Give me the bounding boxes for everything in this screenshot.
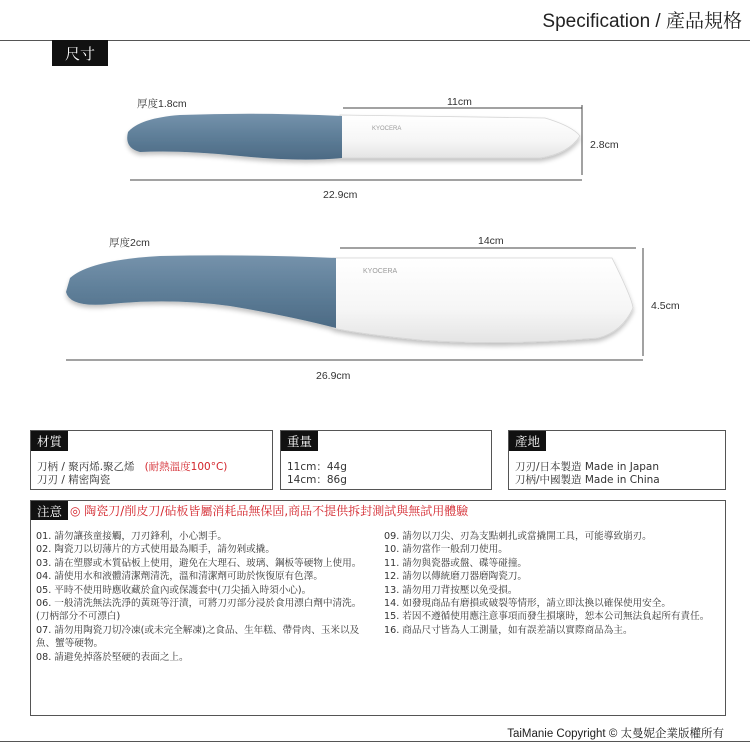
material-handle: 刀柄 / 聚丙烯.聚乙烯 xyxy=(37,461,135,473)
origin-handle: 刀柄/中國製造 Made in China xyxy=(515,474,660,486)
material-box xyxy=(30,430,273,490)
small-knife-blade-length: 11cm xyxy=(447,96,472,108)
origin-box xyxy=(508,430,726,490)
note-item: 05. 平時不使用時應收藏於盒內或保護套中(刀尖插入時須小心)。 xyxy=(36,584,312,596)
weight-label: 重量 xyxy=(281,431,318,451)
weight-box xyxy=(280,430,492,490)
material-blade: 刀刃 / 精密陶瓷 xyxy=(37,474,111,486)
small-knife-blade-height: 2.8cm xyxy=(590,139,619,151)
note-item: 04. 請使用水和液體清潔劑清洗，溫和清潔劑可助於恢復原有色澤。 xyxy=(36,571,323,583)
note-item: 08. 請避免掉落於堅硬的表面之上。 xyxy=(36,651,189,663)
note-item: 07. 請勿用陶瓷刀切冷凍(或未完全解凍)之食品、生年糕、帶骨肉、玉米以及魚、蟹等硬物。 xyxy=(36,624,360,650)
section-label-size: 尺寸 xyxy=(52,40,108,66)
weight-large: 14cm：86g xyxy=(287,474,347,486)
note-item: 12. 請勿以傳統磨刀器磨陶瓷刀。 xyxy=(384,571,528,583)
material-heat-note: (耐熱溫度100°C) xyxy=(144,461,228,473)
notes-left-column xyxy=(36,530,370,664)
note-item: 10. 請勿當作一般刮刀使用。 xyxy=(384,544,508,556)
small-knife-total-length: 22.9cm xyxy=(323,189,358,201)
large-knife-blade-height: 4.5cm xyxy=(651,300,680,312)
large-knife-thickness: 厚度2cm xyxy=(109,237,150,249)
note-item: 16. 商品尺寸皆為人工測量，如有誤差請以實際商品為主。 xyxy=(384,624,633,636)
note-item: 06. 一般清洗無法洗淨的黃斑等汙漬，可將刀刃部分浸於食用漂白劑中清洗。(刀柄部分不可漂白) xyxy=(36,598,362,623)
note-item: 11. 請勿與瓷器或盤、碟等碰撞。 xyxy=(384,557,528,569)
note-item: 13. 請勿用刀背按壓以免受損。 xyxy=(384,584,518,596)
note-item: 03. 請在塑膠或木質砧板上使用，避免在大理石、玻璃、鋼板等硬物上使用。 xyxy=(36,557,362,569)
note-item: 15. 若因不遵循使用應注意事項而發生損壞時，恕本公司無法負起所有責任。 xyxy=(384,611,710,623)
small-knife-image xyxy=(127,114,580,160)
note-item: 02. 陶瓷刀以切薄片的方式使用最為順手，請勿剁或撬。 xyxy=(36,544,275,556)
large-knife-brand: KYOCERA xyxy=(363,268,398,275)
page-title: Specification / 產品規格 xyxy=(542,11,742,32)
notes-right-column xyxy=(384,530,718,637)
large-knife-blade-length: 14cm xyxy=(478,235,504,247)
copyright-text: TaiManie Copyright © 太曼妮企業版權所有 xyxy=(507,728,724,740)
header-divider xyxy=(0,40,750,41)
material-label: 材質 xyxy=(31,431,68,451)
origin-blade: 刀刃/日本製造 Made in Japan xyxy=(515,461,660,473)
small-knife-thickness: 厚度1.8cm xyxy=(137,98,187,110)
note-item: 01. 請勿讓孩童接觸，刀刃鋒利，小心割手。 xyxy=(36,531,227,542)
small-knife-brand: KYOCERA xyxy=(372,126,402,132)
notes-header: ◎ 陶瓷刀/削皮刀/砧板皆屬消耗品無保固,商品不提供拆封測試與無試用體驗 xyxy=(70,504,469,518)
note-item: 14. 如發現商品有磨損或破裂等情形，請立即汰換以確保使用安全。 xyxy=(384,598,671,610)
large-knife-total-length: 26.9cm xyxy=(316,370,351,382)
large-knife-image xyxy=(66,255,633,342)
weight-small: 11cm：44g xyxy=(287,461,347,473)
notes-label: 注意 xyxy=(31,501,68,520)
footer-divider xyxy=(0,741,750,742)
origin-label: 產地 xyxy=(509,431,546,451)
note-item: 09. 請勿以刀尖、刃為支點刺扎或當撬開工具，可能導致崩刃。 xyxy=(384,531,652,542)
